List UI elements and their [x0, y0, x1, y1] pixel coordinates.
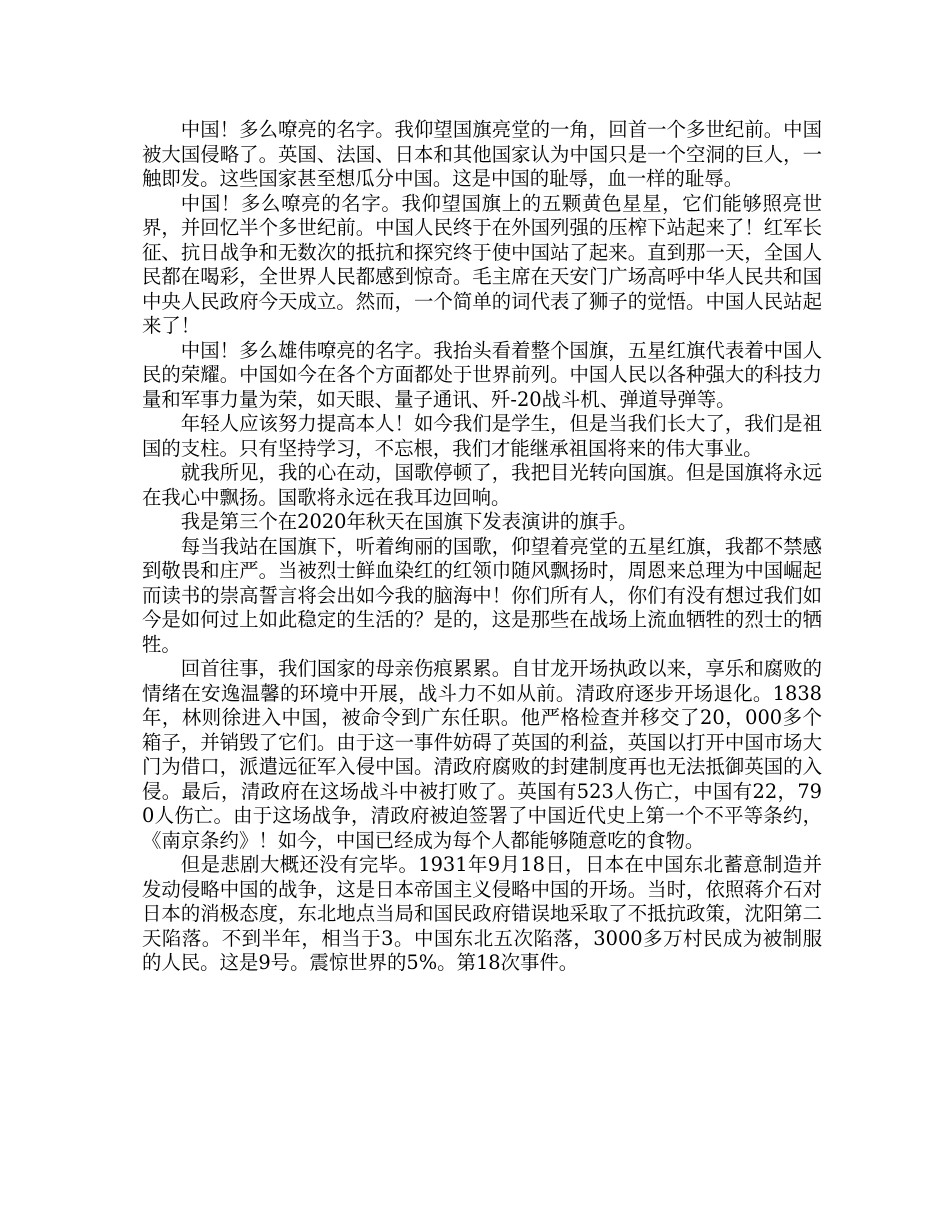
paragraph-1: 中国！多么嘹亮的名字。我仰望国旗亮堂的一角，回首一个多世纪前。中国被大国侵略了。英国、法国、日本和其他国家认为中国只是一个空洞的巨人，一触即发。这些国家甚至想瓜分中国。这是中国的耻辱，血一样的耻辱。 [142, 118, 822, 190]
paragraph-6: 我是第三个在2020年秋天在国旗下发表演讲的旗手。 [180, 510, 638, 533]
paragraph-5: 就我所见，我的心在动，国歌停顿了，我把目光转向国旗。但是国旗将永远在我心中飘扬。国歌将永远在我耳边回响。 [142, 461, 822, 509]
paragraph-8: 回首往事，我们国家的母亲伤痕累累。自甘龙开场执政以来，享乐和腐败的情绪在安逸温馨的环境中开展，战斗力不如从前。清政府逐步开场退化。1838年，林则徐进入中国，被命令到广东任职。他严格检查并移交了20，000多个箱子，并销毁了它们。由于这一事件妨碍了英国的利益，英国以打开中国市场大门为借口，派遣远征军入侵中国。清政府腐败的封建制度再也无法抵御英国的入侵。最后，清政府在这场战斗中被打败了。英国有523人伤亡，中国有22，790人伤亡。由于这场战争，清政府被迫签署了中国近代史上第一个不平等条约，《南京条约》！如今，中国已经成为每个人都能够随意吃的食物。 [142, 657, 822, 852]
paragraph-7: 每当我站在国旗下，听着绚丽的国歌，仰望着亮堂的五星红旗，我都不禁感到敬畏和庄严。当被烈士鲜血染红的红领巾随风飘扬时，周恩来总理为中国崛起而读书的崇高誓言将会出如今我的脑海中！你们所有人，你们有没有想过我们如今是如何过上如此稳定的生活的？是的，这是那些在战场上流血牺牲的烈士的牺牲。 [142, 534, 822, 656]
paragraph-9: 但是悲剧大概还没有完毕。1931年9月18日，日本在中国东北蓄意制造并发动侵略中国的战争，这是日本帝国主义侵略中国的开场。当时，依照蒋介石对日本的消极态度，东北地点当局和国民政府错误地采取了不抵抗政策，沈阳第二天陷落。不到半年，相当于3。中国东北五次陷落，3000多万村民成为被制服的人民。这是9号。震惊世界的5%。第18次事件。 [142, 853, 822, 974]
paragraph-4: 年轻人应该努力提高本人！如今我们是学生，但是当我们长大了，我们是祖国的支柱。只有坚持学习，不忘根，我们才能继承祖国将来的伟大事业。 [142, 412, 822, 460]
document-body [142, 118, 822, 976]
paragraph-2: 中国！多么嘹亮的名字。我仰望国旗上的五颗黄色星星，它们能够照亮世界，并回忆半个多世纪前。中国人民终于在外国列强的压榨下站起来了！红军长征、抗日战争和无数次的抵抗和探究终于使中国站了起来。直到那一天，全国人民都在喝彩，全世界人民都感到惊奇。毛主席在天安门广场高呼中华人民共和国中央人民政府今天成立。然而，一个简单的词代表了狮子的觉悟。中国人民站起来了！ [142, 191, 822, 337]
paragraph-3: 中国！多么雄伟嘹亮的名字。我抬头看着整个国旗，五星红旗代表着中国人民的荣耀。中国如今在各个方面都处于世界前列。中国人民以各种强大的科技力量和军事力量为荣，如天眼、量子通讯、歼-20战斗机、弹道导弹等。 [142, 338, 822, 411]
